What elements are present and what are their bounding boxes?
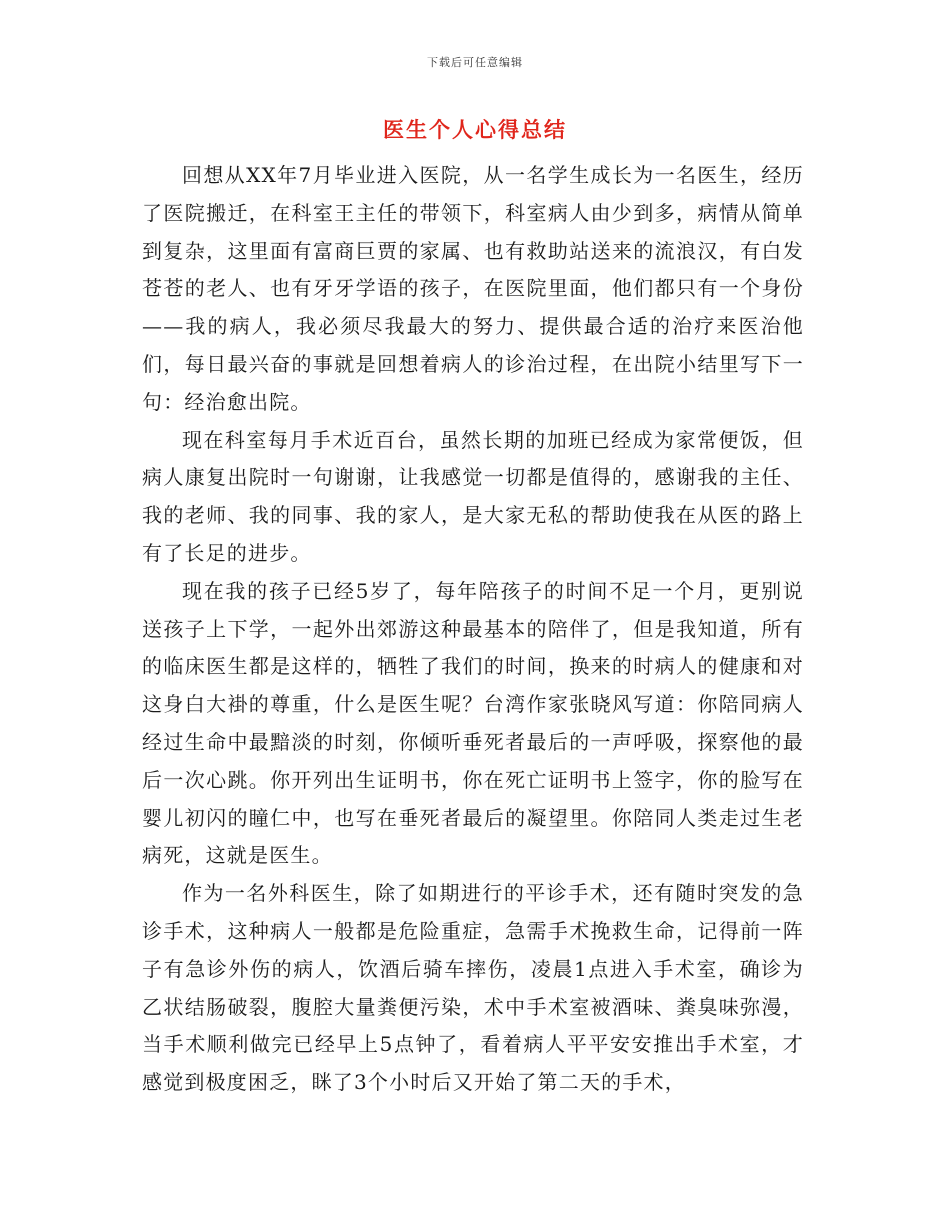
paragraph-1: 回想从XX年7月毕业进入医院，从一名学生成长为一名医生，经历了医院搬迁，在科室王主任的带领下，科室病人由少到多，病情从简单到复杂，这里面有富商巨贾的家属、也有救助站送来的流浪汉，有白发苍苍的老人、也有牙牙学语的孩子，在医院里面，他们都只有一个身份——我的病人，我必须尽我最大的努力、提供最合适的治疗来医治他们，每日最兴奋的事就是回想着病人的诊治过程，在出院小结里写下一句：经治愈出院。 — [142, 163, 804, 414]
document-body — [142, 157, 804, 1102]
paragraph-4: 作为一名外科医生，除了如期进行的平诊手术，还有随时突发的急诊手术，这种病人一般都是危险重症，急需手术挽救生命，记得前一阵子有急诊外伤的病人，饮酒后骑车摔伤，凌晨1点进入手术室，确诊为乙状结肠破裂，腹腔大量粪便污染，术中手术室被酒味、粪臭味弥漫，当手术顺利做完已经早上5点钟了，看着病人平平安安推出手术室，才感觉到极度困乏，眯了3个小时后又开始了第二天的手术， — [142, 881, 804, 1095]
page-header-note: 下载后可任意编辑 — [427, 56, 523, 69]
paragraph-3: 现在我的孩子已经5岁了，每年陪孩子的时间不足一个月，更别说送孩子上下学，一起外出郊游这种最基本的陪伴了，但是我知道，所有的临床医生都是这样的，牺牲了我们的时间，换来的时病人的健康和对这身白大褂的尊重，什么是医生呢？台湾作家张晓风写道：你陪同病人经过生命中最黯淡的时刻，你倾听垂死者最后的一声呼吸，探察他的最后一次心跳。你开列出生证明书，你在死亡证明书上签字，你的脸写在婴儿初闪的瞳仁中，也写在垂死者最后的凝望里。你陪同人类走过生老病死，这就是医生。 — [142, 578, 804, 868]
document-title: 医生个人心得总结 — [383, 117, 567, 142]
paragraph-2: 现在科室每月手术近百台，虽然长期的加班已经成为家常便饭，但病人康复出院时一句谢谢，让我感觉一切都是值得的，感谢我的主任、我的老师、我的同事、我的家人，是大家无私的帮助使我在从医的路上有了长足的进步。 — [142, 427, 804, 565]
